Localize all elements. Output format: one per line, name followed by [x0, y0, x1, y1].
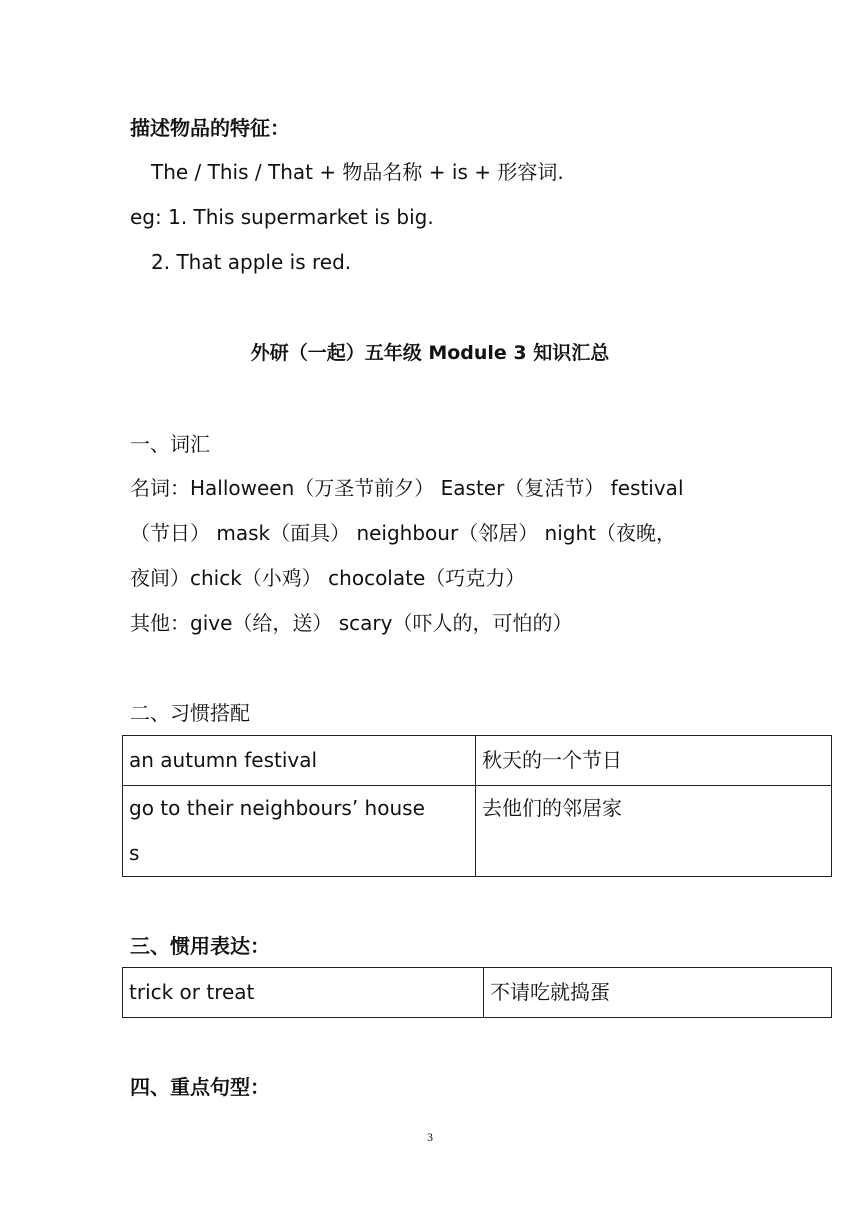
expressions-table: [122, 967, 832, 1018]
section-heading-features: 描述物品的特征：: [130, 116, 290, 140]
expression-chinese: 不请吃就捣蛋: [484, 968, 832, 1018]
expression-english: trick or treat: [123, 968, 484, 1018]
collocations-table: [122, 735, 832, 877]
table-row: [123, 736, 832, 786]
collocations-heading: 二、习惯搭配: [130, 701, 250, 725]
page-number: 3: [427, 1130, 433, 1144]
table-row: [123, 968, 832, 1018]
example-sentence-2: 2. That apple is red.: [151, 250, 352, 274]
page-title: 外研（一起）五年级 Module 3 知识汇总: [250, 342, 610, 364]
sentence-pattern: The / This / That + 物品名称 + is + 形容词.: [151, 160, 564, 184]
vocab-line-4: 其他：give（给，送） scary（吓人的，可怕的）: [130, 611, 573, 635]
vocab-line-2: （节日） mask（面具） neighbour（邻居） night（夜晚，: [130, 521, 676, 545]
collocation-english-wrap: s: [129, 841, 140, 865]
expressions-heading: 三、惯用表达：: [130, 934, 270, 958]
collocation-chinese: 去他们的邻居家: [476, 786, 832, 877]
collocation-chinese: 秋天的一个节日: [476, 736, 832, 786]
example-sentence-1: eg: 1. This supermarket is big.: [130, 205, 434, 229]
collocation-english: an autumn festival: [123, 736, 476, 786]
collocation-english: go to their neighbours’ house: [129, 796, 425, 820]
sentences-heading: 四、重点句型：: [130, 1075, 270, 1099]
collocation-english-cell: [123, 786, 476, 877]
vocab-line-3: 夜间）chick（小鸡） chocolate（巧克力）: [130, 566, 526, 590]
table-row: [123, 786, 832, 877]
vocab-line-1: 名词：Halloween（万圣节前夕） Easter（复活节） festival: [130, 476, 684, 500]
vocab-heading: 一、词汇: [130, 432, 210, 456]
